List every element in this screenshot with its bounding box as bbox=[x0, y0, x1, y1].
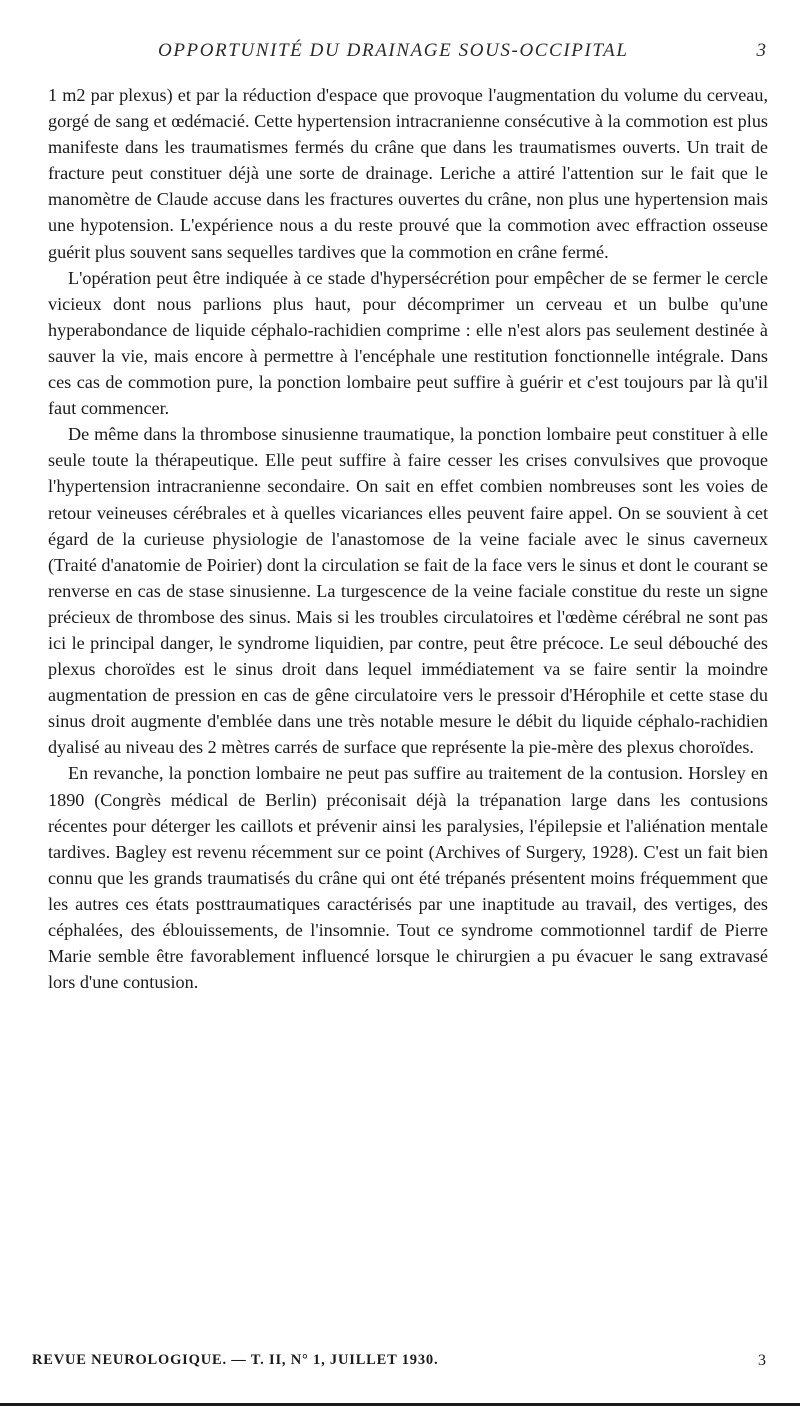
page bbox=[48, 40, 768, 995]
journal-citation: REVUE NEUROLOGIQUE. — T. II, N° 1, JUILLET 1930. bbox=[32, 1352, 439, 1368]
paragraph-4: En revanche, la ponction lombaire ne peut pas suffire au traitement de la contusion. Horsley en 1890 (Congrès médical de Berlin) préconisait déjà la trépanation large dans les contusions récentes pour déterger les caillots et prévenir ainsi les paralysies, l'épilepsie et l'aliénation mentale tardives. Bagley est revenu récemment sur ce point (Archives of Surgery, 1928). C'est un fait bien connu que les grands traumatisés du crâne qui ont été trépanés présentent moins fréquemment que les autres ces états posttraumatiques caractérisés par une inaptitude au travail, des vertiges, des céphalées, des éblouissements, de l'insomnie. Tout ce syndrome commotionnel tardif de Pierre Marie semble être favorablement influencé lorsque le chirurgien a pu évacuer le sang extravasé lors d'une contusion. bbox=[48, 763, 768, 993]
bottom-rule bbox=[0, 1403, 800, 1406]
running-title: OPPORTUNITÉ DU DRAINAGE SOUS-OCCIPITAL bbox=[158, 40, 629, 61]
page-number-top: 3 bbox=[756, 40, 766, 61]
paragraph-2: L'opération peut être indiquée à ce stade d'hypersécrétion pour empêcher de se fermer le cercle vicieux dont nous parlions plus haut, pour décomprimer un cerveau et un bulbe qu'une hyperabondance de liquide céphalo-rachidien comprime : elle n'est alors pas seulement destinée à sauver la vie, mais encore à permettre à l'encéphale une restitution fonctionnelle intégrale. Dans ces cas de commotion pure, la ponction lombaire peut suffire à guérir et c'est toujours par là qu'il faut commencer. bbox=[48, 267, 768, 419]
paragraph-1: 1 m2 par plexus) et par la réduction d'espace que provoque l'augmentation du volume du cerveau, gorgé de sang et œdémacié. Cette hypertension intracranienne consécutive à la commotion est plus manifeste dans les traumatismes fermés du crâne que dans les traumatismes ouverts. Un trait de fracture peut constituer déjà une sorte de drainage. Leriche a attiré l'attention sur le fait que le manomètre de Claude accuse dans les fractures ouvertes du crâne, non plus une hypertension mais une hypotension. L'expérience nous a du reste prouvé que la commotion avec effraction osseuse guérit plus souvent sans sequelles tardives que la commotion en crâne fermé. bbox=[48, 85, 768, 262]
page-number-bottom: 3 bbox=[758, 1352, 766, 1369]
running-head bbox=[48, 40, 768, 68]
page-footer bbox=[32, 1352, 768, 1376]
paragraph-3: De même dans la thrombose sinusienne traumatique, la ponction lombaire peut constituer à elle seule toute la thérapeutique. Elle peut suffire à faire cesser les crises convulsives que provoque l'hypertension intracranienne secondaire. On sait en effet combien nombreuses sont les voies de retour veineuses cérébrales et à quelles vicariances elles peuvent faire appel. On se souvient à cet égard de la curieuse physiologie de l'anastomose de la veine faciale avec le sinus caverneux (Traité d'anatomie de Poirier) dont la circulation se fait de la face vers le sinus et dont le courant se renverse en cas de stase sinusienne. La turgescence de la veine faciale constitue du reste un signe précieux de thrombose des sinus. Mais si les troubles circulatoires et l'œdème cérébral ne sont pas ici le principal danger, le syndrome liquidien, par contre, peut être précoce. Le seul débouché des plexus choroïdes est le sinus droit dans lequel immédiatement va se faire sentir la moindre augmentation de pression en cas de gêne circulatoire vers le pressoir d'Hérophile et cette stase du sinus droit augmente d'emblée dans une très notable mesure le débit du liquide céphalo-rachidien dyalisé au niveau des 2 mètres carrés de surface que représente la pie-mère des plexus choroïdes. bbox=[48, 424, 768, 758]
